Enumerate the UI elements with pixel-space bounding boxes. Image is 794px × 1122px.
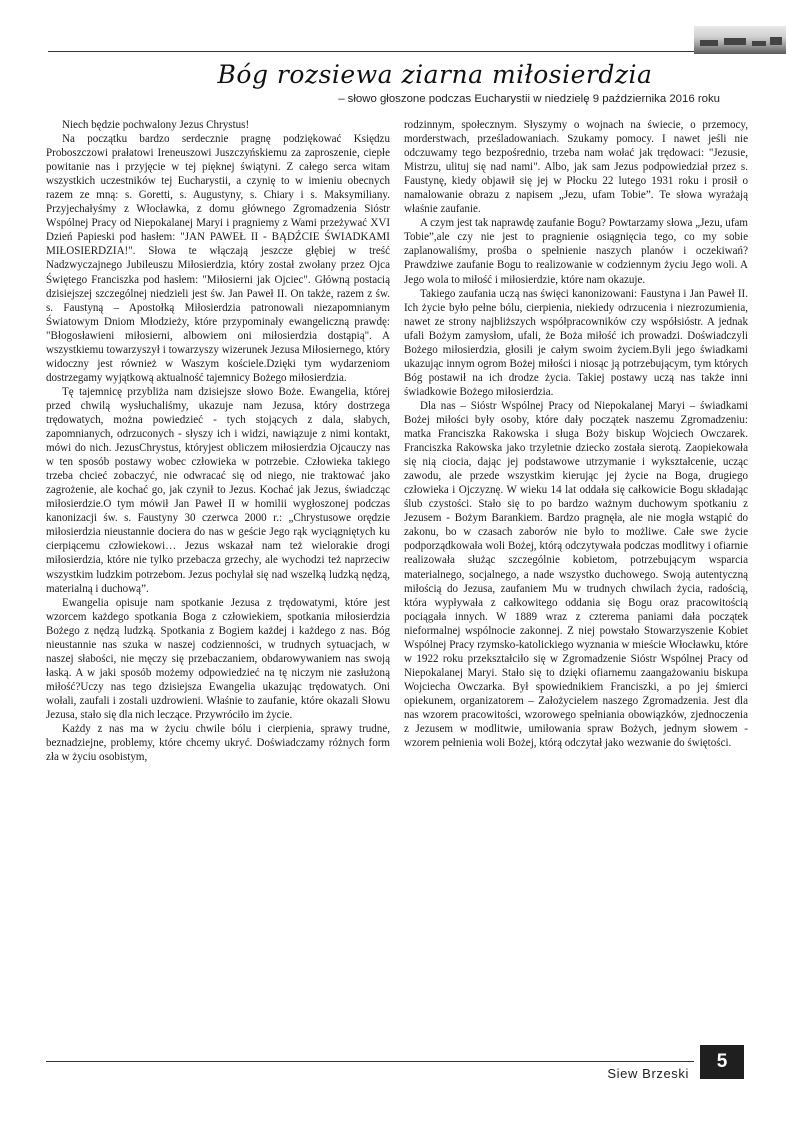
paragraph: Takiego zaufania uczą nas święci kanonizowani: Faustyna i Jan Paweł II. Ich życie było pełne bólu, cierpienia, niekiedy odrzucenia i niezrozumienia, nawet ze strony najbliższych współpracowników czy współsióstr. A jednak ufali Bożym zamysłom, ufali, że Boża miłość ich prowadzi. Doświadczyli Bożego miłosierdzia, głosili je całym swoim życiem.Byli jego świadkami ukazując innym ogrom Bożej miłości i niosąc ją potrzebującym, tym których Bóg postawił na ich drodze życia. Takiej postawy uczą nas także inni świadkowie Bożego miłosierdzia. (404, 287, 748, 398)
paragraph: Każdy z nas ma w życiu chwile bólu i cierpienia, sprawy trudne, beznadziejne, problemy, które chcemy ukryć. Doświadczamy różnych form zła w życiu osobistym, (46, 723, 390, 764)
footer-rule (46, 1061, 694, 1062)
paragraph: Na początku bardzo serdecznie pragnę podziękować Księdzu Proboszczowi prałatowi Ireneuszowi Juszczyńskiemu za zaproszenie, ciepłe powitanie nas i przyjęcie w tej pięknej świątyni. Z całego serca witam wszystkich uczestników tej Eucharystii, a czynię to w imieniu obecnych razem ze mną: s. Goretti, s. Augustyny, s. Chiary i s. Maksymiliany. Przyjechałyśmy z Włocławka, z domu głównego Zgromadzenia Sióstr Wspólnej Pracy od Niepokalanej Maryi i pragniemy z Wami przeżywać XVI Dzień Papieski pod hasłem: "JAN PAWEŁ II - BĄDŹCIE ŚWIADKAMI MIŁOSIERDZIA!". Słowa te włączają jeszcze głębiej w treść Nadzwyczajnego Jubileuszu Miłosierdzia, który został zwołany przez Ojca Świętego Franciszka pod hasłem: "Miłosierni jak Ojciec". Główną postacią dzisiejszej szczególnej niedzieli jest św. Jan Paweł II. On także, razem z św. s. Faustyną – Apostołką Miłosierdzia patronowali niezapomnianym Światowym Dniom Młodzieży, które przypominały ewangeliczną prawdę: "Błogosławieni miłosierni, albowiem oni miłosierdzia dostąpią". A wszystkiemu towarzyszył i towarzyszy wizerunek Jezusa Miłosiernego, który widoczny jest również w Waszym kościele.Dzięki tym wydarzeniom dostrzegamy wyjątkową aktualność tajemnicy Bożego miłosierdzia. (46, 133, 390, 384)
right-column (404, 118, 748, 750)
header-photo (694, 26, 786, 54)
page-number: 5 (700, 1045, 744, 1079)
paragraph: rodzinnym, społecznym. Słyszymy o wojnach na świecie, o przemocy, morderstwach, prześladowaniach. Szukamy pomocy. I nawet jeśli nie odczuwamy tego bezpośrednio, trzeba nam wołać jak trędowaci: "Jezusie, Mistrzu, ulituj się nad nami". Albo, jak sam Jezus podpowiedział przez s. Faustynę, kiedy objawił się jej w Płocku 22 lutego 1931 roku i prosił o namalowanie obrazu z napisem „Jezu, ufam Tobie”. Te słowa wyrażają właśnie zaufanie. (404, 119, 748, 216)
paragraph: Tę tajemnicę przybliża nam dzisiejsze słowo Boże. Ewangelia, której przed chwilą wysłuchaliśmy, ukazuje nam Jezusa, który dostrzega trędowatych, można powiedzieć - tych stojących z dala, słabych, zapomnianych, odrzuconych - słyszy ich i widzi, nawiązuje z nimi kontakt, mówi do nich. JezusChrystus, któryjest obliczem miłosierdzia Ojcauczy nas w ten sposób postawy wobec człowieka w potrzebie. Człowieka takiego trzeba chcieć zobaczyć, nie odwracać się od niego, nie traktować jako zagrożenie, ale kochać go, jak czynił to Jezus. Kochać jak Jezus, świadcząc miłosierdzie.O tym mówił Jan Paweł II w homilii wygłoszonej podczas kanonizacji św. s. Faustyny 30 czerwca 2000 r.: „Chrystusowe orędzie miłosierdzia nieustannie dociera do nas w geście Jego rąk wyciągniętych ku cierpiącemu człowiekowi… Jezus wskazał nam też wielorakie drogi miłosierdzia, które nie tylko przebacza grzechy, ale wychodzi też naprzeciw wszystkim ludzkim potrzebom. Jezus pochylał się nad wszelką ludzką nędzą, materialną i duchową”. (46, 385, 390, 595)
article-subtitle: – słowo głoszone podczas Eucharystii w niedzielę 9 października 2016 roku (338, 93, 720, 105)
paragraph: Ewangelia opisuje nam spotkanie Jezusa z trędowatymi, które jest wzorcem każdego spotkania Boga z człowiekiem, spotkania miłosierdzia Bożego z nędzą ludzką. Spotkania z Bogiem każdej i każdego z nas. Bóg nieustannie nas szuka w naszej codzienności, w trudnych sytuacjach, w naszej słabości, nie męczy się przebaczaniem, obdarowywaniem nas swoją łaską. A w jaki sposób możemy odpowiedzieć na tę niczym nie zasłużoną miłość?Uczy nas tego dzisiejsza Ewangelia ukazując trędowatych. Oni wołali, zaufali i zostali uzdrowieni. Właśnie to zaufanie, które okazali Słowu Jezusa, stało się dla nich leczące. Przywróciło im życie. (46, 596, 390, 721)
left-column (46, 118, 390, 764)
publication-name: Siew Brzeski (607, 1066, 689, 1081)
paragraph: A czym jest tak naprawdę zaufanie Bogu? Powtarzamy słowa „Jezu, ufam Tobie”,ale czy nie jest to pragnienie osiągnięcia tego, co my sobie zaplanowaliśmy, prośba o spełnienie naszych planów i oczekiwań? Prawdziwe zaufanie Bogu to realizowanie w codziennym życiu Jego woli. A Jego wola to miłość i miłosierdzie, które nam okazuje. (404, 217, 748, 286)
article-title: Bóg rozsiewa ziarna miłosierdzia (217, 60, 653, 89)
paragraph: Niech będzie pochwalony Jezus Chrystus! (62, 119, 250, 131)
paragraph: Dla nas – Sióstr Wspólnej Pracy od Niepokalanej Maryi – świadkami Bożej miłości były osoby, które dały początek naszemu Zgromadzeniu: matka Franciszka Rakowska i sługa Boży biskup Wojciech Owczarek. Franciszka Rakowska jako trzyletnie dziecko została sierotą. Zaopiekowała się nią ciocia, dając jej podstawowe utrzymanie i wykształcenie, ucząc zawodu, ale przede wszystkim kierując jej życie na Boga, drugiego człowieka i Ojczyznę. W wieku 14 lat oddała się całkowicie Bogu składając ślub czystości. Stało się to po bardzo ważnym duchowym spotkaniu z Jezusem - Bożym Barankiem. Bardzo pragnęła, ale nie mogła wstąpić do zakonu, bo w czasach zaborów nie było to możliwe. Całe swe życie podporządkowała woli Bożej, którą odczytywała podczas modlitwy i ofiarnie realizowała służąc szczególnie kobietom, potrzebującym wsparcia materialnego, socjalnego, a nade wszystko duchowego. Swoją autentyczną miłością do Jezusa, zaufaniem Mu w trudnych chwilach życia, radością, która wypływała z całkowitego oddania się Bogu oraz pracowitością pociągała innych. W 1889 wraz z czterema paniami dała początek nieformalnej wspólnocie zakonnej. Z niej powstało Stowarzyszenie Kobiet Wspólnej Pracy rzymsko-katolickiego wyznania w mieście Włocławku, które w 1922 roku przekształciło się w Zgromadzenie Sióstr Wspólnej Pracy od Niepokalanej Maryi. Stało się to dzięki ofiarnemu zaangażowaniu biskupa Wojciecha Owczarka. Był spowiednikiem Franciszki, a po jej śmierci opiekunem, organizatorem – Założycielem naszego Zgromadzenia. Jest dla nas wzorem pracowitości, wzorowego spełniania obowiązków, zjednoczenia z Jezusem w modlitwie, umiłowania spraw Bożych, jednym słowem - wzorem pełnienia woli Bożej, którą odczytał jako wezwanie do świętości. (404, 399, 748, 750)
header-rule (48, 51, 694, 52)
